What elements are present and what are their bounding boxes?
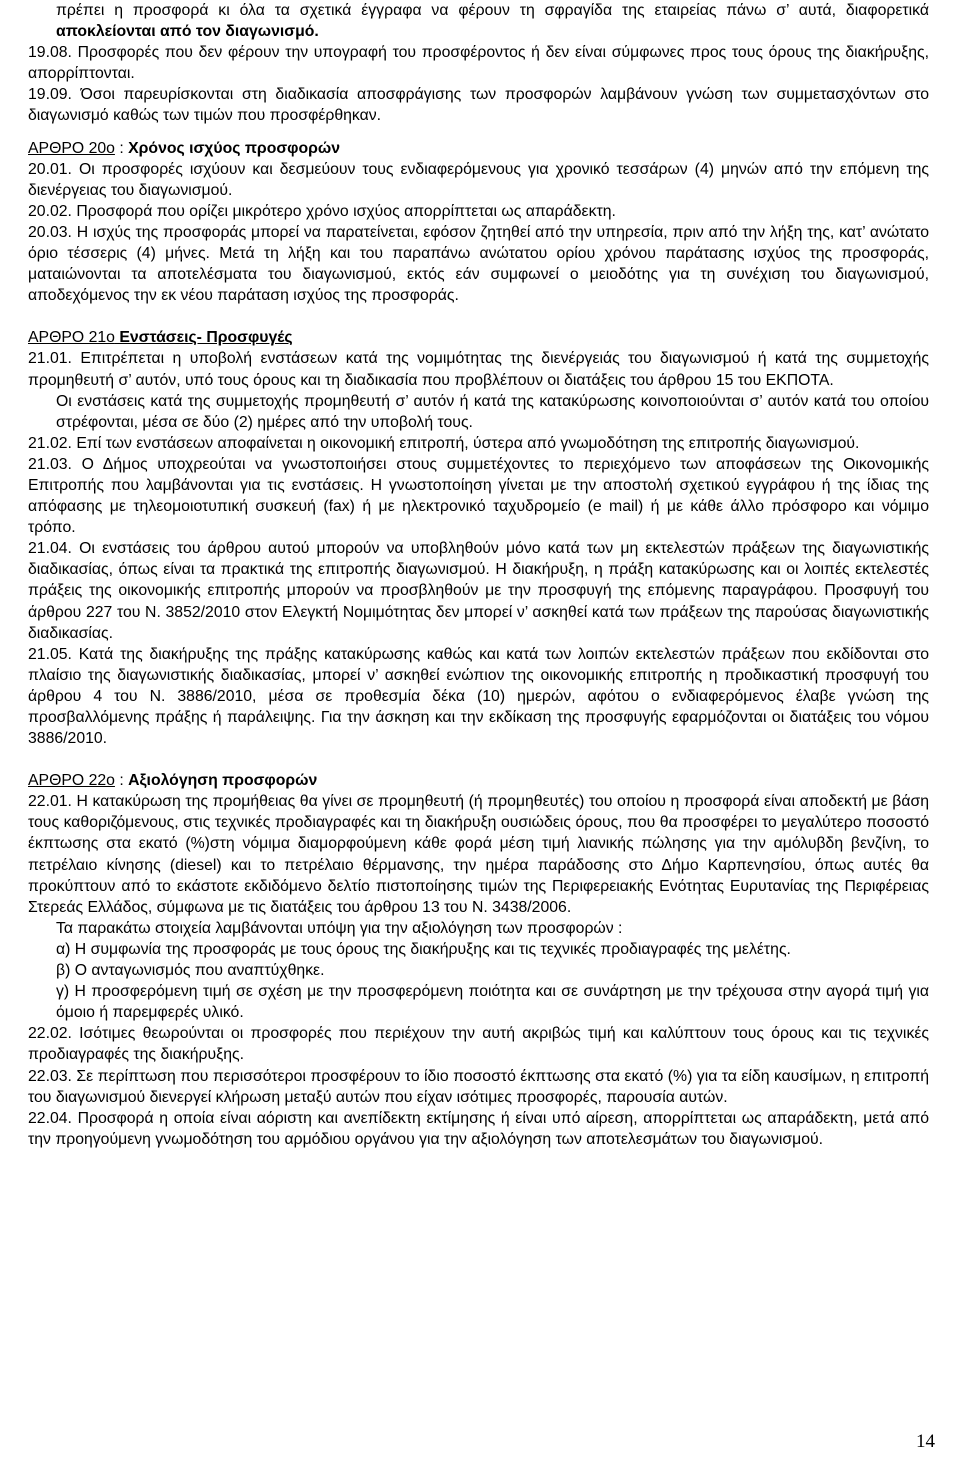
intro-line-1: πρέπει η προσφορά κι όλα τα σχετικά έγγραφα να φέρουν τη σφραγίδα της εταιρείας πάνω σ’ αυτά, [56,2,837,19]
paragraph-number: 22.02. [28,1025,72,1043]
paragraph-22-03 [28,1066,929,1108]
paragraph-21-03 [28,454,929,538]
paragraph-text: Τα παρακάτω στοιχεία λαμβάνονται υπόψη για την αξιολόγηση των προσφορών : [56,919,623,937]
heading-separator: : [114,139,129,157]
paragraph-number: 19.08. [28,44,72,62]
paragraph-19-09 [28,84,929,126]
criterion-c [56,981,929,1023]
paragraph-20-01 [28,159,929,201]
article-number: ΑΡΘΡΟ 22ο [28,772,115,790]
article-title: Χρόνος ισχύος προσφορών [128,139,341,157]
paragraph-number: 21.05. [28,645,72,663]
paragraph-text: Προσφορά που ορίζει μικρότερο χρόνο ισχύος απορρίπτεται ως απαράδεκτη. [76,202,616,220]
paragraph-text: Κατά της διακήρυξης της πράξης κατακύρωσης καθώς και κατά των λοιπών εκτελεστών πράξεων που εκδίδονται στο πλαίσιο της διαγωνιστικής διαδικασίας, μπορεί ν’ ασκηθεί ενώπιον της οικονομικής επιτροπής η προδικαστική προσφυγή του άρθρου 4 του Ν. 3886/2010, μέσα σε προθεσμία δέκα (10) ημερών, αφότου ο ενδιαφερόμενος έλαβε γνώση της προσβαλλόμενης πράξης ή παράλειψης. Για την άσκηση και την εκδίκαση της προσφυγής εφαρμόζονται οι διατάξεις του νόμου 3886/2010. [28,645,930,748]
paragraph-number: 20.02. [28,202,72,220]
paragraph-20-03 [28,222,929,306]
paragraph-22-04 [28,1108,929,1150]
paragraph-text: Η κατακύρωση της προμήθειας θα γίνει σε προμηθευτή (ή προμηθευτές) του οποίου η προσφορά είναι αποδεκτή με βάση τους καθοριζόμενους, στις τεχνικές προδιαγραφές και τη διακήρυξη ουσιώδεις όρους, που θα προσφέρει το μεγαλύτερο ποσοστό έκπτωσης στα εκατό (%)στη νόμιμα διαμορφούμενη κάθε φορά μέση τιμή λιανικής πώλησης για την αμόλυβδη βενζίνη, το πετρέλαιο κίνησης (diesel) και το πετρέλαιο θέρμανσης, την ημέρα παράδοσης στο Δήμο Καρπενησίου, όπως αυτές θα προκύπτουν από το εκάστοτε εκδιδόμενο δελτίο πιστοποίησης τιμών της Περιφερειακής Ενότητας Ευρυτανίας της Περιφέρειας Στερεάς Ελλάδος, σύμφωνα με τις διατάξεις του άρθρου 13 του Ν. 3438/2006. [28,793,929,916]
paragraph-number: 20.03. [28,223,72,241]
paragraph-text: β) Ο ανταγωνισμός που αναπτύχθηκε. [56,962,325,980]
paragraph-text: Προσφορά η οποία είναι αόριστη και ανεπίδεκτη εκτίμησης ή είναι υπό αίρεση, απορρίπτεται ως απαράδεκτη, μετά από την προηγούμενη γνωμοδότηση του αρμόδιου οργάνου για την αξιολόγηση των αποτελεσμάτων του διαγωνισμού. [28,1109,929,1148]
paragraph-21-04 [28,538,929,643]
paragraph-number: 22.01. [28,793,72,811]
paragraph-text: Ο Δήμος υποχρεούται να γνωστοποιήσει στους συμμετέχοντες το περιεχόμενο των αποφάσεων της Οικονομικής Επιτροπής που λαμβάνονται για τις ενστάσεις. Η γνωστοποίηση γίνεται με την αποστολή σχετικού εγγράφου ή της ίδιας της απόφασης με τηλεομοιοτυπική συσκευή (fax) ή με ηλεκτρονικό ταχυδρομείο (e mail) ή με κάθε άλλο πρόσφορο και νόμιμο τρόπο. [28,455,929,537]
paragraph-text: Ισότιμες θεωρούνται οι προσφορές που περιέχουν την αυτή ακριβώς τιμή και καλύπτουν τους όρους και τις τεχνικές προδιαγραφές της διακήρυξης. [28,1025,929,1064]
article-22-heading [28,770,929,791]
paragraph-text: Προσφορές που δεν φέρουν την υπογραφή του προσφέροντος ή δεν είναι σύμφωνες προς τους όρους της διακήρυξης, απορρίπτονται. [28,44,929,83]
article-title: Ενστάσεις- Προσφυγές [114,329,293,347]
paragraph-number: 21.03. [28,455,72,473]
paragraph-number: 21.02. [28,434,72,452]
intro-line-2-bold: αποκλείονται από τον διαγωνισμό. [56,23,319,41]
paragraph-text: Όσοι παρευρίσκονται στη διαδικασία αποσφράγισης των προσφορών λαμβάνουν γνώση των συμμετασχόντων στο διαγωνισμό καθώς των τιμών που προσφέρθηκαν. [28,86,929,125]
evaluation-criteria-intro [56,918,929,939]
page-number: 14 [916,1431,935,1452]
heading-separator: : [114,772,129,790]
paragraph-20-02 [28,201,929,222]
article-20-heading [28,138,929,159]
paragraph-22-01 [28,791,929,918]
paragraph-text: Η ισχύς της προσφοράς μπορεί να παρατείνεται, εφόσον ζητηθεί από την υπηρεσία, πριν από την λήξη της, κατ’ ανώτατο όριο τέσσερις (4) μήνες. Μετά τη λήξη και του παραπάνω ανώτατου ορίου χρόνου παράτασης ισχύος της προσφοράς, ματαιώνονται τα αποτελέσματα του διαγωνισμού, εκτός εάν συμφωνεί ο μειοδότης για τη συνέχιση του διαγωνισμού, αποδεχόμενος την εκ νέου παράταση ισχύος της προσφοράς. [28,223,929,305]
paragraph-text: Οι προσφορές ισχύουν και δεσμεύουν τους ενδιαφερόμενους για χρονικό τεσσάρων (4) μηνών από την επόμενη της διενέργειας του διαγωνισμού. [28,160,930,199]
paragraph-text: α) Η συμφωνία της προσφοράς με τους όρους της διακήρυξης και τις τεχνικές προδιαγραφές της μελέτης. [56,940,791,958]
article-title: Αξιολόγηση προσφορών [128,772,318,790]
intro-paragraph [56,0,929,42]
criterion-a [56,939,929,960]
paragraph-text: Επί των ενστάσεων αποφαίνεται η οικονομική επιτροπή, ύστερα από γνωμοδότηση της επιτροπής διαγωνισμού. [76,434,860,452]
article-number: ΑΡΘΡΟ 21ο [28,329,115,347]
paragraph-21-02 [28,433,929,454]
paragraph-text: Επιτρέπεται η υποβολή ενστάσεων κατά της νομιμότητας της διενέργειάς του διαγωνισμού ή κατά της συμμετοχής προμηθευτή σ’ αυτόν, υπό τους όρους και τη διαδικασία που προβλέπουν οι διατάξεις του άρθρου 15 του ΕΚΠΟΤΑ. [28,350,930,389]
paragraph-number: 20.01. [28,160,72,178]
paragraph-19-08 [28,42,929,84]
paragraph-number: 22.04. [28,1109,72,1127]
paragraph-text: Σε περίπτωση που περισσότεροι προσφέρουν το ίδιο ποσοστό έκπτωσης στα εκατό (%) για τα είδη καυσίμων, η επιτροπή του διαγωνισμού διενεργεί κλήρωση μεταξύ αυτών που είχαν ισότιμες προσφορές, παρουσία αυτών. [28,1067,930,1106]
article-21-heading [28,327,929,348]
document-body [28,0,930,1150]
paragraph-number: 21.04. [28,540,72,558]
paragraph-21-05 [28,644,929,749]
intro-line-2-prefix: διαφορετικά [845,2,929,19]
criterion-b [56,960,929,981]
paragraph-text: Οι ενστάσεις κατά της συμμετοχής προμηθευτή σ’ αυτόν ή κατά της κατακύρωσης κοινοποιούνται σ’ αυτόν κατά του οποίου στρέφονται, μέσα σε δύο (2) ημέρες από την υποβολή τους. [56,392,929,431]
paragraph-number: 22.03. [28,1067,72,1085]
paragraph-number: 19.09. [28,86,72,104]
paragraph-text: Οι ενστάσεις του άρθρου αυτού μπορούν να υποβληθούν μόνο κατά των μη εκτελεστών πράξεων της διαγωνιστικής διαδικασίας, όπως είναι τα πρακτικά της επιτροπής διαγωνισμού. Η διακήρυξη, η πράξη κατακύρωσης και οι λοιπές εκτελεστές πράξεις της οικονομικής επιτροπής μπορούν να προσβληθούν με την προσφυγή της επόμενης παραγράφου. Προσφυγή του άρθρου 227 του Ν. 3852/2010 στον Ελεγκτή Νομιμότητας δεν μπορεί ν’ ασκηθεί κατά των πράξεων της παρούσας διαγωνιστικής διαδικασίας. [28,540,929,642]
article-number: ΑΡΘΡΟ 20ο [28,139,115,157]
paragraph-number: 21.01. [28,350,72,368]
paragraph-text: γ) Η προσφερόμενη τιμή σε σχέση με την προσφερόμενη ποιότητα και σε συνάρτηση με την τρέχουσα στην αγορά τιμή για όμοιο ή παρεμφερές υλικό. [56,983,929,1022]
paragraph-21-01-continued [56,391,929,433]
paragraph-22-02 [28,1023,929,1065]
paragraph-21-01 [28,348,929,390]
